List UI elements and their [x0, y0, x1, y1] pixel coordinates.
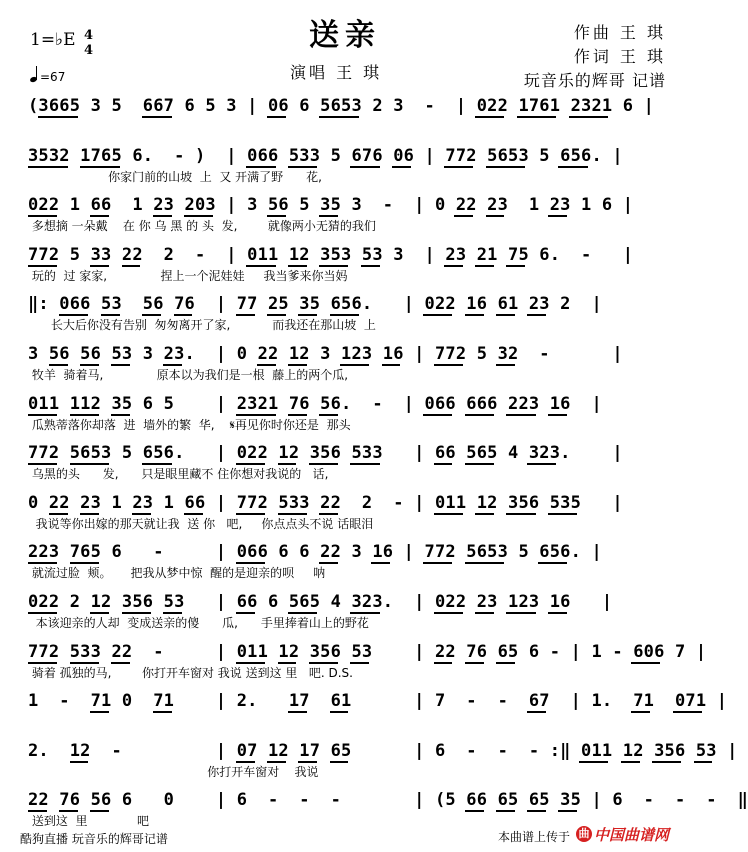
beam-line	[496, 364, 515, 366]
lyrics-line: 玩的 过 家家, 捏上一个泥娃娃 我当爹来你当妈	[28, 269, 348, 283]
beam-line	[309, 463, 338, 465]
beam-line	[90, 265, 109, 267]
beam-line	[28, 265, 57, 267]
beam-line	[506, 414, 535, 416]
beam-line	[475, 116, 504, 118]
beam-line	[90, 711, 109, 713]
beam-line	[236, 513, 265, 515]
beam-line	[319, 265, 348, 267]
beam-line	[142, 116, 171, 118]
beam-line	[267, 215, 286, 217]
beam-line	[70, 414, 99, 416]
lyrics-line: 多想摘 一朵戴 在 你 乌 黑 的 头 发, 就像两小无猜的我们	[28, 219, 376, 233]
beam-line	[59, 314, 88, 316]
beam-line	[101, 314, 120, 316]
beam-line	[319, 513, 338, 515]
notation-row	[28, 642, 707, 662]
beam-line	[267, 761, 286, 763]
beam-line	[434, 364, 463, 366]
beam-line	[28, 414, 57, 416]
footer-credit: 酷狗直播 玩音乐的辉哥记谱	[20, 832, 168, 846]
beam-lines	[28, 493, 668, 517]
lyrics-line: 骑着 孤独的马, 你打开车窗对 我说 送到这 里 吧. D.S.	[28, 666, 353, 680]
notation-row	[28, 493, 668, 513]
beam-line	[673, 711, 702, 713]
beam-line	[444, 265, 463, 267]
beam-line	[236, 314, 255, 316]
beam-lines	[28, 691, 728, 715]
lyrics-line: 我说等你出嫁的那天就让我 送 你 吧, 你点点头不说 话眼泪	[28, 517, 374, 531]
beam-line	[486, 166, 526, 168]
beam-line	[49, 513, 68, 515]
notation-line: 022 2 12 356 53 | 66 6 565 4 323. | 022 23 123 16 |	[28, 592, 613, 612]
site-logo	[576, 824, 676, 846]
beam-line	[423, 314, 452, 316]
tempo-marking	[30, 66, 65, 84]
singer-credit: 演唱 王 琪	[290, 63, 383, 82]
notation-row	[28, 691, 728, 711]
lyrics-line: 送到这 里 吧	[28, 814, 150, 828]
beam-lines	[28, 344, 668, 368]
beam-line	[153, 215, 172, 217]
beam-line	[70, 761, 89, 763]
beam-line	[288, 414, 307, 416]
beam-line	[621, 761, 640, 763]
beam-line	[496, 662, 515, 664]
lyrics-line: 就流过脸 颊。 把我从梦中惊 醒的是迎亲的呗 呐	[28, 566, 326, 580]
beam-line	[70, 662, 99, 664]
beam-line	[382, 364, 401, 366]
beam-line	[80, 166, 120, 168]
beam-line	[434, 513, 463, 515]
beam-line	[350, 166, 379, 168]
beam-line	[496, 810, 515, 812]
beam-line	[70, 562, 99, 564]
beam-line	[132, 513, 151, 515]
beam-line	[475, 265, 494, 267]
beam-line	[184, 215, 213, 217]
beam-line	[434, 612, 463, 614]
beam-line	[506, 265, 525, 267]
beam-line	[548, 215, 567, 217]
beam-line	[298, 761, 317, 763]
beam-line	[434, 463, 453, 465]
site-logo-text: 中国曲谱网	[594, 826, 670, 844]
beam-line	[267, 314, 286, 316]
beam-line	[163, 364, 182, 366]
site-logo-icon: 曲	[576, 826, 592, 842]
beam-line	[184, 513, 203, 515]
beam-line	[122, 265, 141, 267]
beam-line	[288, 612, 317, 614]
beam-line	[246, 265, 275, 267]
beam-line	[257, 364, 276, 366]
notation-line: 772 5 33 22 2 - | 011 12 353 53 3 | 23 21 75 6. - |	[28, 245, 634, 265]
lyrics-line: 瓜熟蒂落你却落 进 墙外的繁 华, 𝄋再见你时你还是 那头	[28, 418, 351, 432]
lyricist-credit: 作词 王 琪	[573, 47, 666, 66]
beam-lines	[28, 394, 668, 418]
beam-lines	[28, 294, 668, 318]
beam-line	[236, 612, 255, 614]
beam-lines	[28, 542, 668, 566]
beam-line	[694, 761, 713, 763]
beam-lines	[28, 443, 668, 467]
time-bottom: 4	[84, 43, 94, 58]
beam-line	[361, 265, 380, 267]
beam-line	[59, 810, 78, 812]
notation-line: (3665 3 5 667 6 5 3 | 06 6 5653 2 3 - | 022 1761 2321 6 |	[28, 96, 655, 116]
beam-line	[652, 761, 681, 763]
beam-line	[111, 364, 130, 366]
beam-line	[423, 562, 452, 564]
beam-line	[122, 612, 151, 614]
beam-line	[153, 711, 172, 713]
lyrics-line: 长大后你没有告别 匆匆离开了家, 而我还在那山坡 上	[28, 318, 376, 332]
notation-line: 011 112 35 6 5 | 2321 76 56. - | 066 666 223 16 |	[28, 394, 602, 414]
notation-row	[28, 294, 668, 314]
beam-line	[278, 662, 297, 664]
notation-row	[28, 542, 668, 562]
beam-line	[506, 513, 535, 515]
beam-line	[631, 662, 660, 664]
notation-row	[28, 146, 668, 166]
beam-line	[444, 166, 473, 168]
notation-line: 223 765 6 - | 066 6 6 22 3 16 | 772 5653 5 656. |	[28, 542, 602, 562]
notation-row	[28, 443, 668, 463]
beam-line	[298, 314, 317, 316]
beam-line	[142, 463, 171, 465]
beam-line	[569, 116, 609, 118]
notation-row	[28, 245, 668, 265]
beam-line	[506, 612, 535, 614]
notation-line: 22 76 56 6 0 | 6 - - - | (5 66 65 65 35 | 6 - - - ‖	[28, 790, 748, 810]
beam-line	[465, 562, 505, 564]
beam-line	[465, 314, 484, 316]
beam-lines	[28, 96, 668, 120]
beam-line	[267, 116, 286, 118]
beam-line	[475, 612, 494, 614]
lyrics-line: 牧羊 骑着马, 原本以为我们是一根 藤上的两个瓜,	[28, 368, 349, 382]
beam-line	[236, 414, 276, 416]
beam-line	[28, 562, 57, 564]
beam-line	[319, 116, 359, 118]
quarter-note-icon	[29, 76, 37, 83]
beam-line	[454, 215, 473, 217]
beam-line	[548, 513, 577, 515]
beam-line	[631, 711, 650, 713]
notation-row	[28, 195, 668, 215]
beam-line	[371, 562, 390, 564]
beam-line	[434, 662, 453, 664]
beam-line	[90, 215, 109, 217]
beam-line	[163, 612, 182, 614]
composer-credit: 作曲 王 琪	[573, 23, 666, 42]
beam-line	[28, 612, 57, 614]
beam-line	[558, 810, 577, 812]
notation-row	[28, 592, 668, 612]
beam-line	[486, 215, 505, 217]
notation-row	[28, 96, 668, 116]
beam-line	[28, 215, 57, 217]
beam-line	[465, 414, 494, 416]
beam-line	[465, 463, 494, 465]
notation-line: 3532 1765 6. - ) | 066 533 5 676 06 | 772 5653 5 656. |	[28, 146, 623, 166]
beam-line	[309, 662, 338, 664]
beam-line	[496, 314, 515, 316]
notation-row	[28, 741, 738, 761]
beam-line	[548, 612, 567, 614]
beam-line	[527, 711, 546, 713]
beam-line	[517, 116, 557, 118]
beam-line	[49, 364, 68, 366]
beam-line	[465, 810, 484, 812]
beam-line	[288, 166, 317, 168]
notation-line: 022 1 66 1 23 203 | 3 56 5 35 3 - | 0 22 23 1 23 1 6 |	[28, 195, 634, 215]
page-title: 送亲	[309, 18, 381, 53]
beam-line	[538, 562, 567, 564]
beam-lines	[28, 195, 668, 219]
notation-line: 0 22 23 1 23 1 66 | 772 533 22 2 - | 011 12 356 535 |	[28, 493, 623, 513]
beam-lines	[28, 741, 738, 765]
beam-line	[350, 662, 369, 664]
notation-row	[28, 394, 668, 414]
notation-line: 3 56 56 53 3 23. | 0 22 12 3 123 16 | 772 5 32 - |	[28, 344, 623, 364]
notation-line: ‖: 066 53 56 76 | 77 25 35 656. | 022 16 61 23 2 |	[28, 294, 602, 314]
beam-line	[350, 612, 379, 614]
beam-line	[28, 662, 57, 664]
time-signature	[84, 28, 93, 58]
beam-line	[423, 414, 452, 416]
beam-line	[330, 761, 349, 763]
beam-line	[319, 215, 338, 217]
beam-line	[340, 364, 369, 366]
beam-line	[527, 463, 556, 465]
beam-lines	[28, 592, 668, 616]
beam-line	[475, 513, 494, 515]
beam-line	[350, 463, 379, 465]
beam-line	[319, 414, 338, 416]
beam-line	[288, 265, 307, 267]
lyrics-line: 你家门前的山坡 上 又 开满了野 花,	[28, 170, 322, 184]
beam-line	[80, 364, 99, 366]
notation-row	[28, 344, 668, 364]
notation-line: 2. 12 - | 07 12 17 65 | 6 - - - :‖ 011 12 356 53 |	[28, 741, 738, 761]
transcriber-credit: 玩音乐的辉哥 记谱	[523, 71, 666, 90]
tempo-value: =67	[40, 70, 66, 84]
upload-note: 本曲谱上传于	[497, 830, 570, 844]
beam-line	[28, 463, 57, 465]
beam-line	[90, 612, 109, 614]
lyrics-line: 本该迎亲的人却 变成送亲的傻 瓜, 手里捧着山上的野花	[28, 616, 369, 630]
beam-line	[80, 513, 99, 515]
beam-line	[558, 166, 587, 168]
beam-lines	[28, 245, 668, 269]
notation-row	[28, 790, 748, 810]
beam-line	[174, 314, 193, 316]
key-signature: 1=♭E	[30, 30, 76, 50]
beam-line	[111, 662, 130, 664]
beam-line	[330, 314, 359, 316]
beam-line	[278, 513, 307, 515]
beam-line	[28, 810, 47, 812]
beam-line	[465, 662, 484, 664]
beam-line	[330, 711, 349, 713]
notation-line: 772 5653 5 656. | 022 12 356 533 | 66 565 4 323. |	[28, 443, 623, 463]
beam-line	[548, 414, 567, 416]
lyrics-line: 你打开车窗对 我说	[28, 765, 319, 779]
time-top: 4	[84, 28, 94, 43]
beam-lines	[28, 146, 668, 170]
beam-line	[246, 166, 275, 168]
notation-line: 1 - 71 0 71 | 2. 17 61 | 7 - - 67 | 1. 71 071 |	[28, 691, 728, 711]
beam-line	[527, 314, 546, 316]
notation-line: 772 533 22 - | 011 12 356 53 | 22 76 65 6 - | 1 - 606 7 |	[28, 642, 707, 662]
beam-line	[392, 166, 411, 168]
beam-line	[288, 711, 307, 713]
beam-line	[70, 463, 110, 465]
beam-line	[236, 662, 265, 664]
beam-line	[90, 810, 109, 812]
beam-lines	[28, 642, 707, 666]
beam-line	[288, 364, 307, 366]
beam-line	[142, 314, 161, 316]
lyrics-line: 乌黑的头 发, 只是眼里藏不 住你想对我说的 话,	[28, 467, 329, 481]
beam-line	[28, 166, 68, 168]
beam-lines	[28, 790, 748, 814]
beam-line	[319, 562, 338, 564]
beam-line	[38, 116, 78, 118]
beam-line	[236, 761, 255, 763]
beam-line	[236, 562, 265, 564]
beam-line	[579, 761, 608, 763]
beam-line	[278, 463, 297, 465]
beam-line	[236, 463, 265, 465]
beam-line	[527, 810, 546, 812]
beam-line	[111, 414, 130, 416]
